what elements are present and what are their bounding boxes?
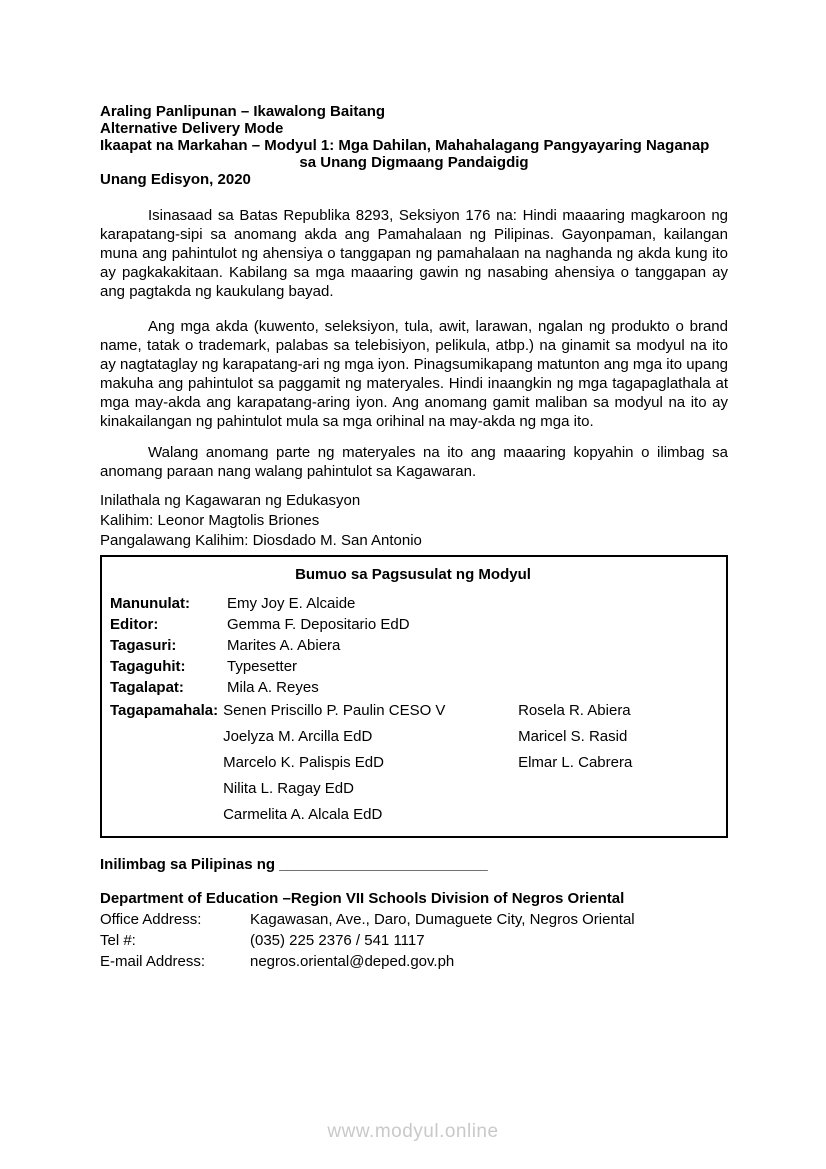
- credit-row-editor: [110, 614, 716, 635]
- department-block: [100, 889, 728, 972]
- credit-label: Manunulat:: [110, 595, 190, 612]
- tagapamahala-name: Carmelita A. Alcala EdD: [223, 806, 383, 823]
- printed-in-label: Inilimbag sa Pilipinas ng: [100, 856, 276, 873]
- contact-row-telephone: [100, 930, 728, 951]
- header-subject-line: Araling Panlipunan – Ikawalong Baitang: [100, 103, 386, 120]
- credit-label: Tagasuri:: [110, 637, 177, 654]
- page-content: [100, 103, 728, 972]
- credit-label: Tagalapat:: [110, 679, 184, 696]
- contact-label: Tel #:: [100, 932, 136, 949]
- contact-value: Kagawasan, Ave., Daro, Dumaguete City, Negros Oriental: [250, 911, 635, 928]
- credit-row-tagalapat: [110, 677, 716, 698]
- credits-box: [100, 555, 728, 838]
- credit-row-tagapamahala: [110, 698, 716, 828]
- tagapamahala-column-2: [518, 698, 632, 828]
- tagapamahala-name: Nilita L. Ragay EdD: [223, 780, 354, 797]
- tagapamahala-columns: [223, 698, 716, 828]
- credit-value: Emy Joy E. Alcaide: [227, 595, 356, 612]
- undersecretary-line: Pangalawang Kalihim: Diosdado M. San Antonio: [100, 532, 422, 549]
- contact-row-email: [100, 951, 728, 972]
- header-delivery-mode: Alternative Delivery Mode: [100, 120, 284, 137]
- credit-value: Mila A. Reyes: [227, 679, 319, 696]
- publisher-line: Inilathala ng Kagawaran ng Edukasyon: [100, 492, 361, 509]
- header-module-title-line2: sa Unang Digmaang Pandaigdig: [299, 154, 529, 171]
- credit-row-tagaguhit: [110, 656, 716, 677]
- header-edition: Unang Edisyon, 2020: [100, 171, 251, 188]
- contact-row-office-address: [100, 909, 728, 930]
- credit-label: Tagaguhit:: [110, 658, 186, 675]
- credit-value: Typesetter: [227, 658, 298, 675]
- tagapamahala-name: Joelyza M. Arcilla EdD: [223, 728, 373, 745]
- copyright-paragraph-1: Isinasaad sa Batas Republika 8293, Seksiyon 176 na: Hindi maaaring magkaroon ng karapatang-sipi sa anomang akda ang Pamahalaan ng Pilipinas. Gayonpaman, kailangan muna ang pahintulot ng ahensiya o tanggapan ng pamahalaan na naghanda ng akda kung ito ay pagkakakitaan. Kabilang sa mga maaaring gawin ng nasabing ahensiya o tanggapan ay ang pagtakda ng kaukulang bayad.: [100, 207, 728, 300]
- department-title: Department of Education –Region VII Schools Division of Negros Oriental: [100, 890, 625, 907]
- tagapamahala-column-1: [223, 698, 518, 828]
- printed-in-line: [100, 856, 728, 873]
- printed-in-blank: _________________________: [279, 856, 488, 873]
- site-watermark: www.modyul.online: [327, 1121, 499, 1142]
- contact-value: negros.oriental@deped.gov.ph: [250, 953, 455, 970]
- credit-label: Editor:: [110, 616, 159, 633]
- copyright-paragraph-3: Walang anomang parte ng materyales na ito ang maaaring kopyahin o ilimbag sa anomang paraan nang walang pahintulot sa Kagawaran.: [100, 444, 728, 480]
- secretary-line: Kalihim: Leonor Magtolis Briones: [100, 512, 320, 529]
- tagapamahala-name: Elmar L. Cabrera: [518, 754, 633, 771]
- credit-label: Tagapamahala:: [110, 702, 219, 719]
- contact-value: (035) 225 2376 / 541 1117: [250, 932, 425, 949]
- credit-row-manunulat: [110, 593, 716, 614]
- header-module-title-line1: Ikaapat na Markahan – Modyul 1: Mga Dahilan, Mahahalagang Pangyayaring Naganap: [100, 137, 710, 154]
- credit-value: Marites A. Abiera: [227, 637, 341, 654]
- contact-label: Office Address:: [100, 911, 202, 928]
- publisher-block: [100, 491, 728, 551]
- tagapamahala-name: Marcelo K. Palispis EdD: [223, 754, 384, 771]
- credits-title: Bumuo sa Pagsusulat ng Modyul: [295, 566, 531, 583]
- tagapamahala-name: Rosela R. Abiera: [518, 702, 631, 719]
- tagapamahala-name: Senen Priscillo P. Paulin CESO V: [223, 702, 446, 719]
- contact-label: E-mail Address:: [100, 953, 206, 970]
- credit-row-tagasuri: [110, 635, 716, 656]
- module-header: [100, 103, 728, 188]
- copyright-paragraph-2: Ang mga akda (kuwento, seleksiyon, tula, awit, larawan, ngalan ng produkto o brand name, tatak o trademark, palabas sa telebisiyon, pelikula, atbp.) na ginamit sa modyul na ito ay nagtataglay ng karapatang-ari ng mga iyon. Pinagsumikapang matunton ang mga ito upang makuha ang pahintulot sa paggamit ng materyales. Hindi inaangkin ng mga tagapaglathala at mga may-akda ang karapatang-aring iyon. Ang anomang gamit maliban sa modyul na ito ay kinakailangan ng pahintulot mula sa mga orihinal na may-akda ng mga ito.: [100, 318, 728, 430]
- tagapamahala-name: Maricel S. Rasid: [518, 728, 628, 745]
- credit-value: Gemma F. Depositario EdD: [227, 616, 410, 633]
